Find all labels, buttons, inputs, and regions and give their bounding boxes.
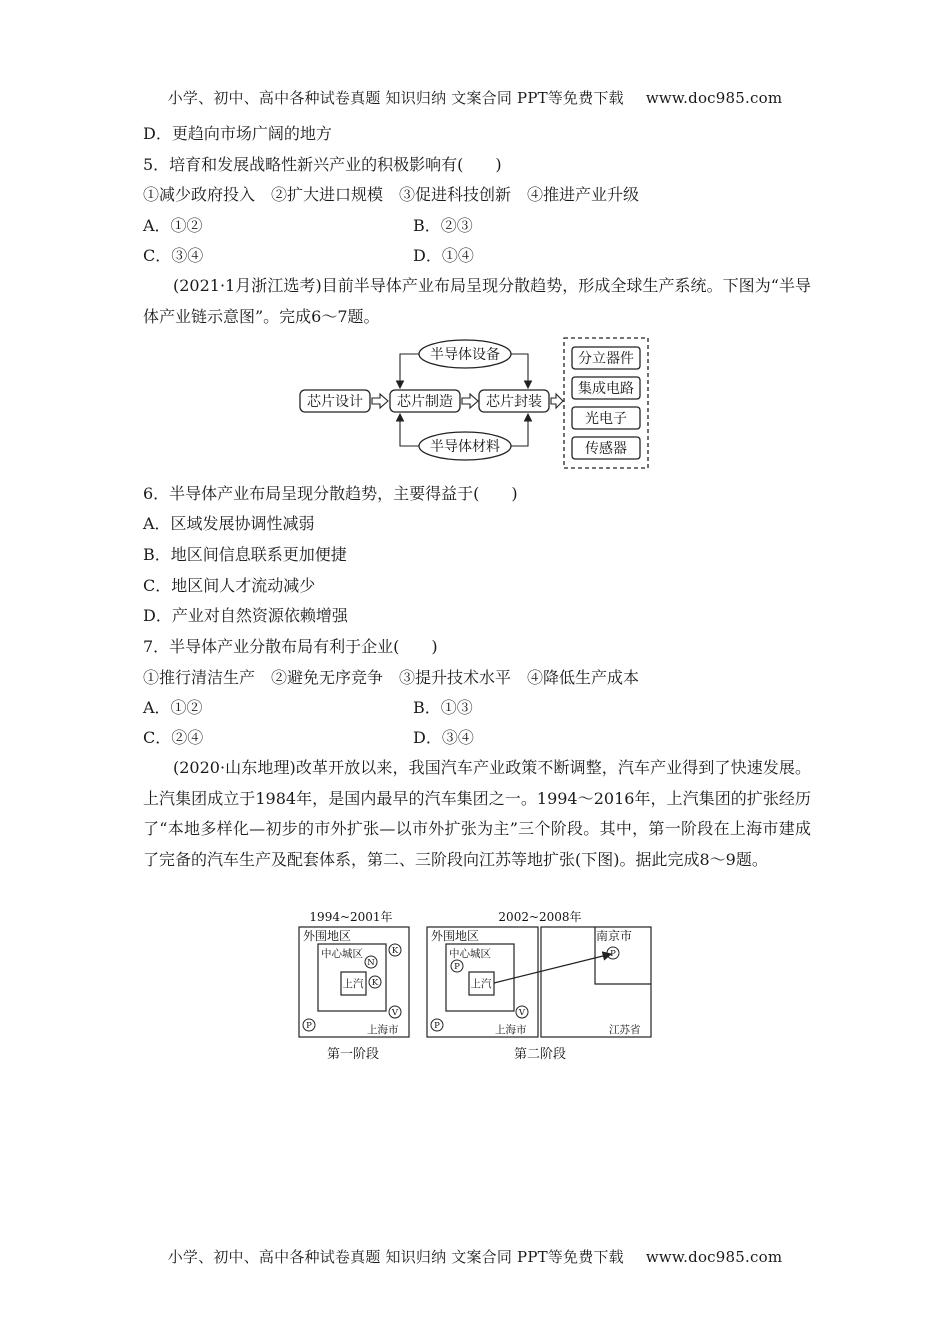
product-4: 传感器: [585, 441, 627, 457]
label-chip-manufacture: 芯片制造: [397, 394, 453, 410]
q7-option-a: A．①②: [143, 698, 203, 717]
marker-k-1: K: [391, 946, 399, 956]
q7-option-c: C．②④: [143, 728, 204, 747]
q5-items: ①减少政府投入 ②扩大进口规模 ③促进科技创新 ④推进产业升级: [143, 185, 640, 204]
q4-option-d: D．更趋向市场广阔的地方: [143, 124, 332, 143]
jiangsu-box: [541, 927, 651, 1037]
page-footer: [0, 1246, 950, 1267]
header-site: www.doc985.com: [645, 89, 783, 107]
marker-p-4: P: [610, 949, 616, 959]
stage2-caption: 第二阶段: [513, 1047, 567, 1062]
semiconductor-chain-diagram: [290, 334, 660, 474]
province-label: 江苏省: [609, 1024, 641, 1036]
stage2-city-label: 上海市: [495, 1024, 527, 1036]
q6-option-d: D．产业对自然资源依赖增强: [143, 606, 348, 625]
stage1-period: 1994~2001年: [309, 910, 393, 924]
page-header: [0, 87, 950, 108]
expansion-arrow: [494, 954, 611, 983]
header-text: 小学、初中、高中各种试卷真题 知识归纳 文案合同 PPT等免费下载: [167, 89, 624, 107]
stage2-period: 2002~2008年: [498, 910, 582, 924]
label-chip-packaging: 芯片封装: [486, 394, 542, 410]
passage-saic: (2020·山东地理)改革开放以来，我国汽车产业政策不断调整，汽车产业得到了快速发展。上汽集团成立于1984年，是国内最早的汽车集团之一。1994～2016年，上汽集团的扩张经历了“本地多样化—初步的市外扩张—以市外扩张为主”三个阶段。其中，第一阶段在上海市建成了完备的汽车生产及配套体系，第二、三阶段向江苏等地扩张(下图)。据此完成8～9题。: [143, 758, 811, 869]
marker-v-2: V: [518, 1008, 526, 1018]
q5-option-a: A．①②: [143, 216, 203, 235]
footer-site: www.doc985.com: [645, 1248, 783, 1266]
hollow-arrow-2: [462, 394, 478, 408]
q5-option-c: C．③④: [143, 246, 204, 265]
q7-option-d: D．③④: [413, 728, 474, 747]
q7-option-b: B．①③: [413, 698, 473, 717]
stage1-center-label: 中心城区: [321, 948, 363, 960]
stage2-outer-label: 外围地区: [431, 929, 480, 943]
marker-n-1: N: [367, 958, 375, 968]
arrow-equipment-manufacture: [400, 354, 419, 388]
passage-semiconductor: (2021·1月浙江选考)目前半导体产业布局呈现分散趋势，形成全球生产系统。下图为“半导体产业链示意图”。完成6～7题。: [143, 276, 811, 326]
marker-v-1: V: [391, 1008, 399, 1018]
arrow-equipment-packaging: [511, 354, 528, 388]
q7-stem: 7．半导体产业分散布局有利于企业( ): [143, 637, 438, 656]
q5-option-b: B．②③: [413, 216, 473, 235]
product-2: 集成电路: [578, 381, 634, 397]
q5-stem: 5．培育和发展战略性新兴产业的积极影响有( ): [143, 155, 502, 174]
label-materials: 半导体材料: [430, 439, 500, 455]
label-equipment: 半导体设备: [430, 347, 500, 363]
hollow-arrow-1: [372, 394, 388, 408]
q7-items: ①推行清洁生产 ②避免无序竞争 ③提升技术水平 ④降低生产成本: [143, 668, 640, 687]
marker-p-2: P: [454, 962, 460, 972]
stage1-city-label: 上海市: [367, 1024, 399, 1036]
nanjing-label: 南京市: [596, 929, 633, 943]
marker-p-3: P: [434, 1021, 440, 1031]
stage2-core-label: 上汽: [470, 978, 492, 990]
arrow-materials-manufacture: [400, 414, 419, 446]
q6-stem: 6．半导体产业布局呈现分散趋势，主要得益于( ): [143, 484, 518, 503]
product-1: 分立器件: [578, 351, 634, 367]
q5-option-d: D．①④: [413, 246, 474, 265]
q6-option-b: B．地区间信息联系更加便捷: [143, 545, 347, 564]
q6-option-a: A．区域发展协调性减弱: [143, 514, 315, 533]
stage1-outer-label: 外围地区: [303, 929, 352, 943]
saic-expansion-diagram: [295, 905, 660, 1070]
marker-p-1: P: [306, 1021, 312, 1031]
stage1-caption: 第一阶段: [326, 1047, 380, 1062]
stage2-center-label: 中心城区: [449, 948, 491, 960]
marker-k-2: K: [371, 978, 379, 988]
product-3: 光电子: [585, 411, 627, 427]
hollow-arrow-3: [551, 394, 563, 408]
arrow-materials-packaging: [511, 414, 528, 446]
footer-text: 小学、初中、高中各种试卷真题 知识归纳 文案合同 PPT等免费下载: [167, 1248, 624, 1266]
label-chip-design: 芯片设计: [307, 394, 363, 410]
q6-option-c: C．地区间人才流动减少: [143, 576, 316, 595]
stage1-core-label: 上汽: [342, 978, 364, 990]
